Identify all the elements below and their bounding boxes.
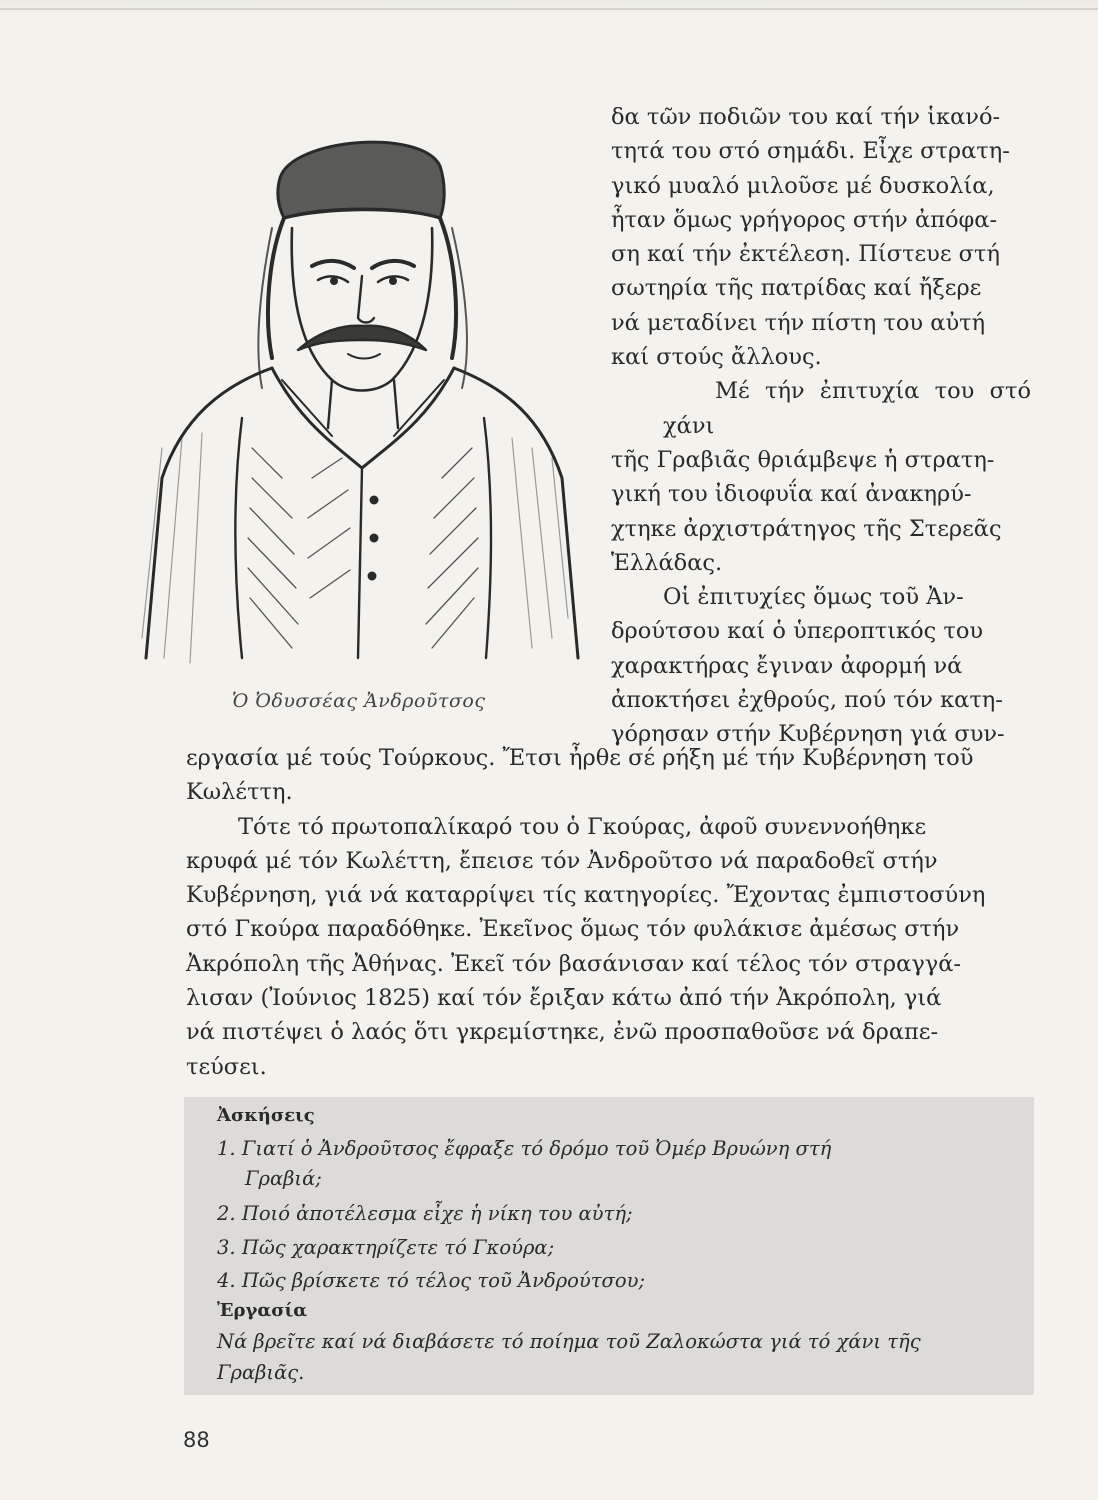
text-line: νά πιστέψει ὁ λαός ὅτι γκρεμίστηκε, ἐνῶ προσπαθοῦσε νά δραπε- xyxy=(186,1019,939,1046)
exercise-text: Πῶς χαρακτηρίζετε τό Γκούρα; xyxy=(241,1236,555,1259)
portrait-caption: Ὁ Ὀδυσσέας Ἀνδροῦτσος xyxy=(232,690,486,712)
text-line: δα τῶν ποδιῶν του καί τήν ἱκανό- xyxy=(611,104,1001,130)
exercise-number: 1. xyxy=(217,1137,236,1160)
exercises-heading: Ἀσκήσεις xyxy=(217,1105,315,1126)
exercise-text-cont: Γραβιά; xyxy=(245,1167,322,1190)
text-line: γικό μυαλό μιλοῦσε μέ δυσκολία, xyxy=(611,172,995,199)
exercise-item xyxy=(217,1266,997,1296)
text-line: δρούτσου καί ὁ ὑπεροπτικός του xyxy=(611,618,984,645)
text-line: νά μεταδίνει τήν πίστη του αὐτή xyxy=(611,309,986,336)
text-line: τεύσει. xyxy=(186,1053,267,1080)
portrait-engraving-icon xyxy=(122,118,608,678)
wrapped-text-column xyxy=(611,100,1031,752)
work-heading: Ἐργασία xyxy=(217,1300,308,1321)
text-line: Οἱ ἐπιτυχίες ὅμως τοῦ Ἀν- xyxy=(663,584,964,611)
work-line: Γραβιᾶς. xyxy=(217,1361,305,1384)
text-line: τῆς Γραβιᾶς θριάμβεψε ἡ στρατη- xyxy=(611,446,995,473)
text-line: χαρακτήρας ἔγιναν ἀφορμή νά xyxy=(611,652,963,679)
full-width-text xyxy=(186,741,1031,1084)
text-line: τητά του στό σημάδι. Εἶχε στρατη- xyxy=(611,138,1010,165)
text-line: χτηκε ἀρχιστράτηγος τῆς Στερεᾶς xyxy=(611,515,1002,542)
text-line: Τότε τό πρωτοπαλίκαρό του ὁ Γκούρας, ἀφοῦ συνεννοήθηκε xyxy=(238,813,927,840)
text-line: Κυβέρνηση, γιά νά καταρρίψει τίς κατηγορίες. Ἔχοντας ἐμπιστοσύνη xyxy=(186,882,986,909)
text-line: καί στούς ἄλλους. xyxy=(611,344,822,371)
exercise-number: 2. xyxy=(217,1202,236,1225)
text-line: ἦταν ὅμως γρήγορος στήν ἀπόφα- xyxy=(611,206,998,233)
exercise-text: Ποιό ἀποτέλεσμα εἶχε ἡ νίκη του αὐτή; xyxy=(241,1202,633,1225)
work-line: Νά βρεῖτε καί νά διαβάσετε τό ποίημα τοῦ Ζαλοκώστα γιά τό χάνι τῆς xyxy=(217,1330,921,1353)
text-line: ση καί τήν ἐκτέλεση. Πίστευε στή xyxy=(611,241,1000,268)
exercise-item xyxy=(217,1233,997,1263)
text-line: Μέ τήν ἐπιτυχία του στό χάνι xyxy=(663,378,1031,439)
text-line: λισαν (Ἰούνιος 1825) καί τόν ἔριξαν κάτω ἀπό τήν Ἀκρόπολη, γιά xyxy=(186,985,942,1012)
text-line: κρυφά μέ τόν Κωλέττη, ἔπεισε τόν Ἀνδροῦτσο νά παραδοθεῖ στήν xyxy=(186,847,938,874)
exercise-number: 4. xyxy=(217,1269,236,1292)
exercise-number: 3. xyxy=(217,1236,236,1259)
text-line: εργασία μέ τούς Τούρκους. Ἔτσι ἦρθε σέ ρήξη μέ τήν Κυβέρνηση τοῦ xyxy=(186,745,974,771)
text-line: Κωλέττη. xyxy=(186,779,293,806)
exercise-item xyxy=(217,1134,997,1194)
work-text xyxy=(217,1326,1007,1388)
text-line: γόρησαν στήν Κυβέρνηση γιά συν- xyxy=(611,721,1005,748)
text-line: ἀποκτήσει ἐχθρούς, πού τόν κατη- xyxy=(611,687,1003,714)
exercise-text: Πῶς βρίσκετε τό τέλος τοῦ Ἀνδρούτσου; xyxy=(241,1269,646,1292)
text-line: στό Γκούρα παραδόθηκε. Ἐκεῖνος ὅμως τόν φυλάκισε ἀμέσως στήν xyxy=(186,916,960,943)
top-rule xyxy=(0,8,1098,10)
text-line: Ἑλλάδας. xyxy=(611,549,723,576)
page-number: 88 xyxy=(183,1428,210,1452)
text-line: Ἀκρόπολη τῆς Ἀθήνας. Ἐκεῖ τόν βασάνισαν καί τέλος τόν στραγγά- xyxy=(186,950,962,977)
text-line: γική του ἰδιοφυΐα καί ἀνακηρύ- xyxy=(611,481,972,508)
exercise-item xyxy=(217,1199,997,1229)
exercise-text: Γιατί ὁ Ἀνδροῦτσος ἔφραξε τό δρόμο τοῦ Ὀμέρ Βρυώνη στή xyxy=(241,1137,832,1160)
text-line: σωτηρία τῆς πατρίδας καί ἤξερε xyxy=(611,275,982,302)
